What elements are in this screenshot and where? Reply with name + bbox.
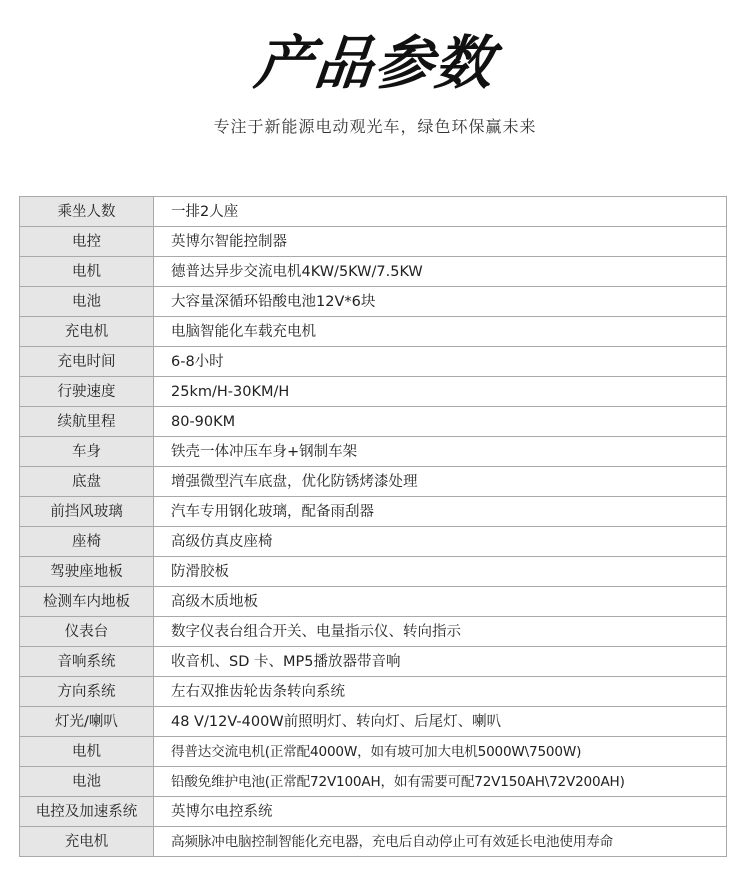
table-row (20, 467, 727, 497)
spec-label: 检测车内地板 (20, 587, 154, 617)
spec-value: 防滑胶板 (154, 557, 727, 587)
spec-value: 高级仿真皮座椅 (154, 527, 727, 557)
spec-label: 方向系统 (20, 677, 154, 707)
table-row (20, 707, 727, 737)
table-row (20, 497, 727, 527)
spec-label: 充电机 (20, 317, 154, 347)
spec-label: 车身 (20, 437, 154, 467)
spec-label: 电控 (20, 227, 154, 257)
spec-label: 充电机 (20, 827, 154, 857)
spec-value: 铅酸免维护电池(正常配72V100AH，如有需要可配72V150AH\72V200AH) (154, 767, 727, 797)
spec-label: 音响系统 (20, 647, 154, 677)
spec-value: 汽车专用钢化玻璃，配备雨刮器 (154, 497, 727, 527)
spec-value: 左右双推齿轮齿条转向系统 (154, 677, 727, 707)
spec-value: 48 V/12V-400W前照明灯、转向灯、后尾灯、喇叭 (154, 707, 727, 737)
spec-value: 英博尔智能控制器 (154, 227, 727, 257)
table-row (20, 197, 727, 227)
table-row (20, 407, 727, 437)
table-row (20, 797, 727, 827)
table-row (20, 647, 727, 677)
spec-value: 高频脉冲电脑控制智能化充电器，充电后自动停止可有效延长电池使用寿命 (154, 827, 727, 857)
spec-value: 得普达交流电机(正常配4000W，如有坡可加大电机5000W\7500W) (154, 737, 727, 767)
table-row (20, 347, 727, 377)
spec-label: 电池 (20, 287, 154, 317)
table-row (20, 737, 727, 767)
spec-label: 驾驶座地板 (20, 557, 154, 587)
table-row (20, 767, 727, 797)
spec-value: 收音机、SD 卡、MP5播放器带音响 (154, 647, 727, 677)
spec-label: 充电时间 (20, 347, 154, 377)
spec-table (19, 196, 727, 857)
table-row (20, 227, 727, 257)
spec-value: 80-90KM (154, 407, 727, 437)
spec-label: 续航里程 (20, 407, 154, 437)
spec-value: 英博尔电控系统 (154, 797, 727, 827)
table-row (20, 677, 727, 707)
spec-label: 电机 (20, 737, 154, 767)
table-row (20, 377, 727, 407)
spec-label: 座椅 (20, 527, 154, 557)
table-row (20, 317, 727, 347)
spec-value: 德普达异步交流电机4KW/5KW/7.5KW (154, 257, 727, 287)
spec-value: 大容量深循环铅酸电池12V*6块 (154, 287, 727, 317)
table-row (20, 437, 727, 467)
spec-value: 一排2人座 (154, 197, 727, 227)
spec-value: 增强微型汽车底盘，优化防锈烤漆处理 (154, 467, 727, 497)
table-row (20, 587, 727, 617)
page-subtitle: 专注于新能源电动观光车，绿色环保赢未来 (213, 117, 537, 136)
table-row (20, 617, 727, 647)
spec-label: 仪表台 (20, 617, 154, 647)
spec-label: 乘坐人数 (20, 197, 154, 227)
table-row (20, 287, 727, 317)
spec-value: 电脑智能化车载充电机 (154, 317, 727, 347)
spec-value: 高级木质地板 (154, 587, 727, 617)
table-row (20, 557, 727, 587)
spec-label: 电池 (20, 767, 154, 797)
spec-label: 电控及加速系统 (20, 797, 154, 827)
spec-label: 电机 (20, 257, 154, 287)
spec-label: 灯光/喇叭 (20, 707, 154, 737)
spec-label: 底盘 (20, 467, 154, 497)
page-title: 产品参数 (251, 29, 499, 97)
table-row (20, 827, 727, 857)
spec-value: 25km/H-30KM/H (154, 377, 727, 407)
spec-label: 行驶速度 (20, 377, 154, 407)
table-row (20, 527, 727, 557)
spec-label: 前挡风玻璃 (20, 497, 154, 527)
spec-value: 6-8小时 (154, 347, 727, 377)
spec-value: 数字仪表台组合开关、电量指示仪、转向指示 (154, 617, 727, 647)
spec-value: 铁壳一体冲压车身+钢制车架 (154, 437, 727, 467)
table-row (20, 257, 727, 287)
